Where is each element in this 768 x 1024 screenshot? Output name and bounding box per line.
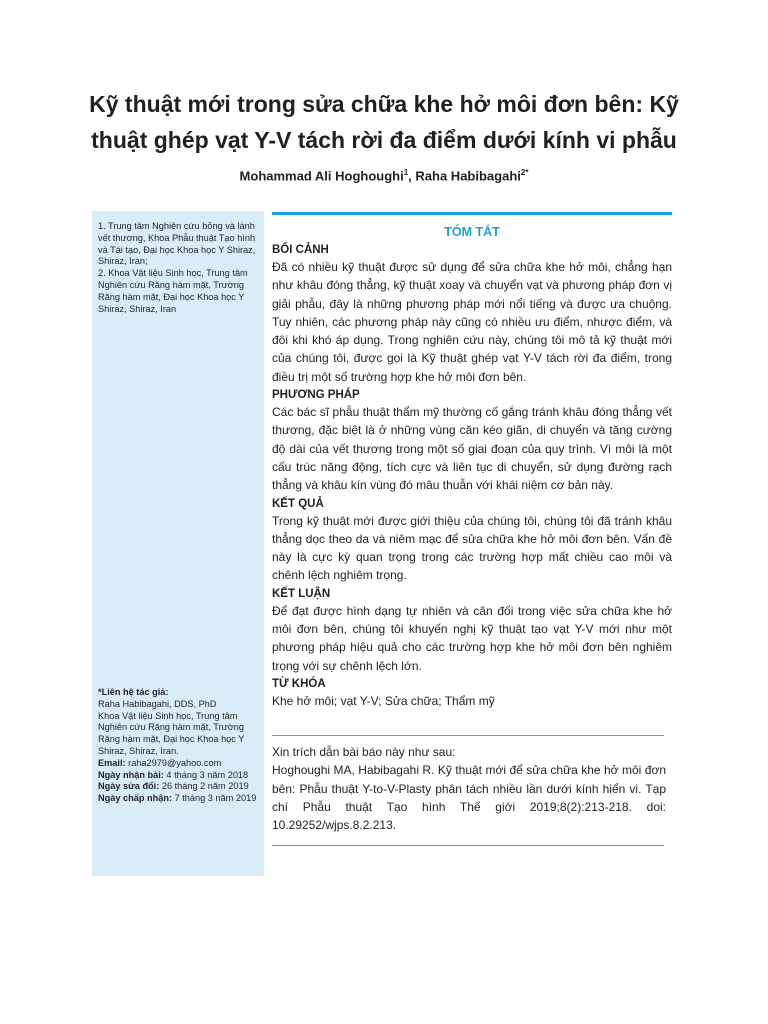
received-value: 4 tháng 3 năm 2018 — [163, 769, 249, 780]
section-heading-keywords: TỪ KHÓA — [272, 677, 326, 690]
email-value[interactable]: raha2979@yahoo.com — [125, 757, 222, 768]
accepted-label: Ngày chấp nhận: — [98, 793, 173, 804]
section-heading-conclusion: KẾT LUẬN — [272, 587, 331, 600]
section-text-results: Trong kỹ thuật mới được giới thiệu của chúng tôi, chúng tôi đã tránh khâu thẳng dọc theo da và niêm mạc để sửa chữa khe hở môi đơn bên. Vấn đề này là cực kỳ quan trọng trong các trường hợp mất chiều cao môi và chênh lệch nghiêm trọng. — [272, 513, 672, 583]
article-title: Kỹ thuật mới trong sửa chữa khe hở môi đơn bên: Kỹ thuật ghép vạt Y-V tách rời đa điểm dưới kính vi phẫu — [89, 91, 679, 153]
section-heading-background: BỐI CẢNH — [272, 244, 329, 256]
received-label: Ngày nhận bài: — [98, 769, 164, 780]
author-affil-mark: 2* — [520, 168, 529, 177]
affiliations — [98, 221, 260, 315]
affiliation: 2. Khoa Vật liệu Sinh học, Trung tâm Nghiên cứu Răng hàm mặt, Trường Răng hàm mặt, Đại học Khoa học Y Shiraz, Shiraz, Iran — [98, 268, 248, 314]
citation-block — [272, 743, 666, 834]
correspondence — [98, 687, 260, 805]
section-heading-results: KẾT QUẢ — [272, 497, 324, 510]
author-separator: , — [408, 168, 416, 184]
citation-top-divider — [272, 735, 664, 736]
revised-date — [98, 781, 260, 793]
section-text-background: Đã có nhiều kỹ thuật được sử dụng để sửa chữa khe hở môi, chẳng hạn như khâu đóng thẳng, kỹ thuật xoay và chuyển vạt và phương pháp đơn vị giải phẫu, đây là những phương pháp mới nổi tiếng và được ưa chuộng. Tuy nhiên, các phương pháp này cũng có nhiều ưu điểm, nhược điểm, và đôi khi khó áp dụng. Trong nghiên cứu này, chúng tôi mô tả kỹ thuật mới của chúng tôi, được gọi là Kỹ thuật ghép vạt Y-V tách rời đa điểm, trong điều trị một số trường hợp khe hở môi đơn bên. — [272, 260, 672, 384]
correspondence-line: Raha Habibagahi, DDS, PhD — [98, 698, 217, 709]
abstract-panel — [272, 212, 672, 710]
author-name: Raha Habibagahi — [415, 168, 521, 184]
author-line — [60, 168, 708, 183]
section-text-keywords: Khe hở môi; vạt Y-V; Sửa chữa; Thẩm mỹ — [272, 693, 495, 708]
received-date — [98, 770, 260, 782]
correspondence-label: *Liên hệ tác giả: — [98, 687, 169, 697]
email-label: Email: — [98, 757, 126, 768]
author-name: Mohammad Ali Hoghoughi — [239, 168, 404, 184]
citation-text: Hoghoughi MA, Habibagahi R. Kỹ thuật mới để sửa chữa khe hở môi đơn bên: Phẫu thuật Y-to-V-Plasty phân tách nhiều lần dưới kính hiển vi. Tạp chí Phẫu thuật Tạo hình Thế giới 2019;8(2):213-218. doi: 10.29252/wjps.8.2.213. — [272, 763, 666, 833]
abstract-top-rule — [272, 212, 672, 215]
accepted-value: 7 tháng 3 năm 2019 — [172, 793, 257, 804]
abstract-heading: TÓM TẮT — [444, 225, 500, 239]
section-text-conclusion: Để đạt được hình dạng tự nhiên và cân đối trong việc sửa chữa khe hở môi đơn bên, chúng tôi khuyến nghị kỹ thuật tạo vạt Y-V mới như một phương pháp hiệu quả cho các trường hợp khe hở môi đơn bên nghiêm trọng với sự chênh lệch lớn. — [272, 603, 672, 673]
citation-intro: Xin trích dẫn bài báo này như sau: — [272, 745, 456, 759]
section-text-methods: Các bác sĩ phẫu thuật thẩm mỹ thường cố gắng tránh khâu đóng thẳng vết thương, đặc biệt là ở những vùng căn kéo giãn, di chuyển và tăng cường độ dài của vết thương trong một số giai đoạn của quy trình. Vì môi là một cấu trúc năng động, tích cực và liên tục di chuyển, sử dụng đường rạch thẳng và khâu kín vùng đó mâu thuẫn với khái niệm cơ bản này. — [272, 405, 672, 493]
affiliation: 1. Trung tâm Nghiên cứu bỏng và lành vết thương, Khoa Phẫu thuật Tạo hình và Tái tạo, Đại học Khoa học Y Shiraz, Shiraz, Iran; — [98, 221, 256, 267]
accepted-date — [98, 793, 260, 805]
correspondence-line: Khoa Vật liệu Sinh học, Trung tâm Nghiên cứu Răng hàm mặt, Trường Răng hàm mặt, Đại học Khoa học Y Shiraz, Shiraz, Iran. — [98, 710, 245, 756]
author-affil-mark: 1 — [403, 168, 409, 177]
revised-label: Ngày sửa đổi: — [98, 781, 160, 792]
info-sidebar — [92, 211, 264, 876]
section-heading-methods: PHƯƠNG PHÁP — [272, 389, 360, 402]
revised-value: 26 tháng 2 năm 2019 — [159, 781, 249, 792]
correspondence-email — [98, 758, 260, 770]
citation-bottom-divider — [272, 845, 664, 846]
